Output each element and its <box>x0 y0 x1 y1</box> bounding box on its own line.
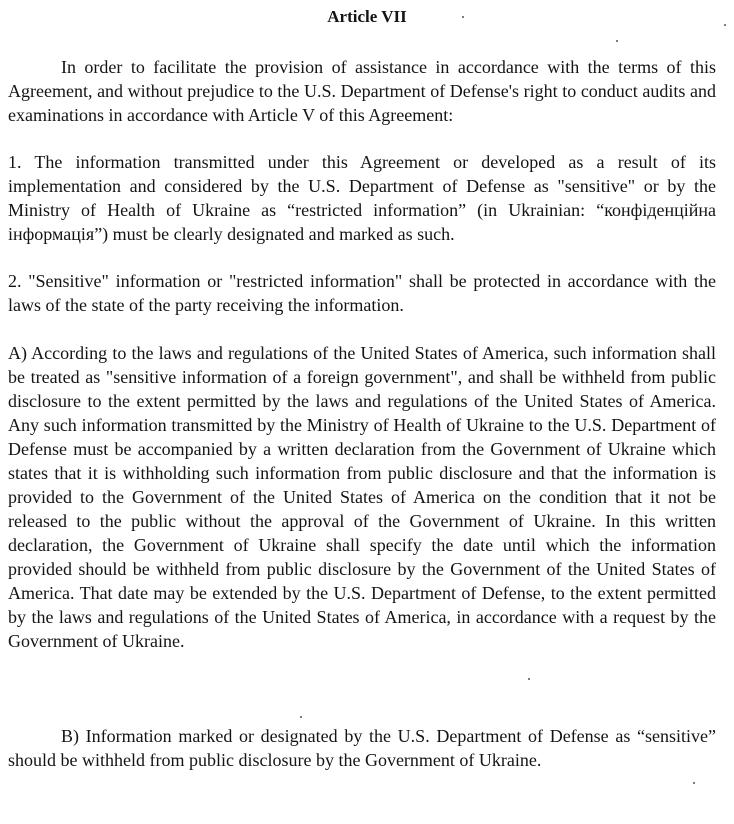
clause-b-paragraph: B) Information marked or designated by the U.S. Department of Defense as “sensitive” should be withheld from public disclosure by the Government of Ukraine. <box>8 726 716 770</box>
scan-speck <box>616 40 618 42</box>
clause-1-paragraph: 1. The information transmitted under this Agreement or developed as a result of its implementation and considered by the U.S. Department of Defense as "sensitive" or by the Ministry of Health of Ukraine as “restricted information” (in Ukrainian: “конфіденційна інформація”) must be clearly designated and marked as such. <box>8 152 716 244</box>
scan-speck <box>693 782 695 784</box>
clause-a-paragraph: A) According to the laws and regulations of the United States of America, such information shall be treated as "sensitive information of a foreign government", and shall be withheld from public disclosure to the extent permitted by the laws and regulations of the United States of America. Any such information transmitted by the Ministry of Health of Ukraine to the U.S. Department of Defense must be accompanied by a written declaration from the Government of Ukraine which states that it is withholding such information from public disclosure and that the information is provided to the Government of the United States of America on the condition that it not be released to the public without the approval of the Government of Ukraine. In this written declaration, the Government of Ukraine shall specify the date until which the information provided should be withheld from public disclosure by the Government of the United States of America. That date may be extended by the U.S. Department of Defense, to the extent permitted by the laws and regulations of the United States of America, in accordance with a request by the Government of Ukraine. <box>8 343 716 651</box>
article-heading: Article VII <box>327 7 407 26</box>
scan-speck <box>462 16 464 18</box>
scan-speck <box>724 24 726 26</box>
scan-speck <box>528 678 530 680</box>
clause-2-paragraph: 2. "Sensitive" information or "restricted information" shall be protected in accordance with the laws of the state of the party receiving the information. <box>8 271 716 315</box>
intro-paragraph: In order to facilitate the provision of assistance in accordance with the terms of this Agreement, and without prejudice to the U.S. Department of Defense's right to conduct audits and examinations in accordance with Article V of this Agreement: <box>8 57 716 125</box>
scan-speck <box>300 716 302 718</box>
